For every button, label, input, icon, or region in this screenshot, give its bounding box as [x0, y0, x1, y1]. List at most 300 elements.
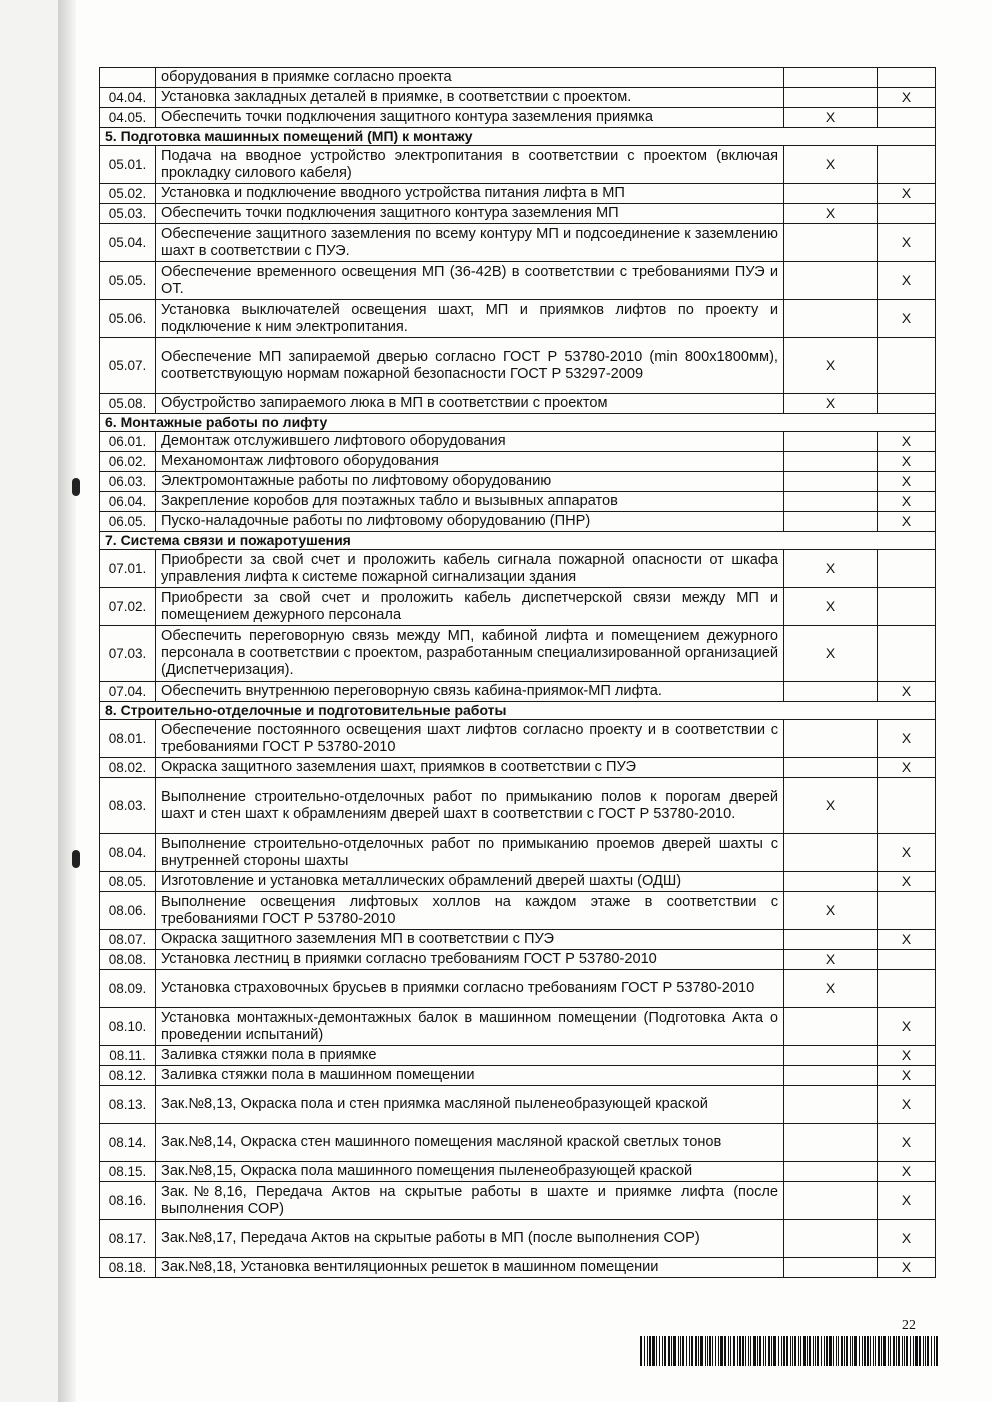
item-number: 05.01. [100, 146, 156, 184]
table-row [100, 1086, 936, 1124]
executor-mark [878, 108, 936, 128]
item-number: 08.02. [100, 758, 156, 778]
item-number: 05.03. [100, 204, 156, 224]
item-description: Зак.№8,14, Окраска стен машинного помещения масляной краской светлых тонов [156, 1124, 784, 1162]
contractor-mark [784, 452, 878, 472]
executor-mark: X [878, 720, 936, 758]
executor-mark: X [878, 834, 936, 872]
barcode-bar [649, 1336, 651, 1366]
table-row [100, 626, 936, 682]
item-number: 06.05. [100, 512, 156, 532]
table-row [100, 1124, 936, 1162]
barcode-bar [896, 1336, 897, 1366]
item-number: 08.14. [100, 1124, 156, 1162]
barcode-bar [709, 1336, 711, 1366]
table-row [100, 970, 936, 1008]
barcode-bar [925, 1336, 926, 1366]
barcode-bar [910, 1336, 911, 1366]
contractor-mark [784, 872, 878, 892]
barcode-bar [841, 1336, 843, 1366]
item-description: Выполнение строительно-отделочных работ по примыканию полов к порогам дверей шахт и стен шахт к обрамлениям дверей шахт в соответствии с ГОСТ Р 53780-2010. [156, 778, 784, 834]
item-description: Установка страховочных брусьев в приямки согласно требованиям ГОСТ Р 53780-2010 [156, 970, 784, 1008]
barcode-bar [763, 1336, 764, 1366]
executor-mark: X [878, 300, 936, 338]
executor-mark: X [878, 1124, 936, 1162]
barcode-bar [829, 1336, 832, 1366]
table-row [100, 682, 936, 702]
item-number: 05.02. [100, 184, 156, 204]
table-row [100, 338, 936, 394]
contractor-mark [784, 1046, 878, 1066]
item-description: Заливка стяжки пола в машинном помещении [156, 1066, 784, 1086]
barcode-bar [852, 1336, 853, 1366]
executor-mark: X [878, 432, 936, 452]
section-title: 7. Система связи и пожаротушения [100, 532, 936, 550]
barcode-bar [864, 1336, 866, 1366]
contractor-mark [784, 68, 878, 88]
table-row [100, 1066, 936, 1086]
executor-mark: X [878, 1220, 936, 1258]
barcode-bar [689, 1336, 690, 1366]
binding-fold [58, 0, 76, 1402]
item-number: 08.03. [100, 778, 156, 834]
contractor-mark [784, 300, 878, 338]
barcode-bar [668, 1336, 670, 1366]
table-row [100, 758, 936, 778]
table-row [100, 108, 936, 128]
barcode-bar [809, 1336, 811, 1366]
executor-mark [878, 970, 936, 1008]
item-description: Обеспечение МП запираемой дверью согласно ГОСТ Р 53780-2010 (min 800x1800мм), соответствующую нормам пожарной безопасности ГОСТ Р 53297-2009 [156, 338, 784, 394]
barcode-bar [844, 1336, 845, 1366]
item-description: Зак.№8,15, Окраска пола машинного помещения пыленеобразующей краской [156, 1162, 784, 1182]
executor-mark: X [878, 88, 936, 108]
barcode-bar [673, 1336, 676, 1366]
table-row [100, 146, 936, 184]
contractor-mark [784, 492, 878, 512]
table-row [100, 1008, 936, 1046]
item-number: 06.02. [100, 452, 156, 472]
item-number: 08.01. [100, 720, 156, 758]
table-row [100, 224, 936, 262]
item-description: Установка закладных деталей в приямке, в соответствии с проектом. [156, 88, 784, 108]
contractor-mark [784, 1162, 878, 1182]
barcode-bar [700, 1336, 703, 1366]
barcode-bar [748, 1336, 749, 1366]
item-number: 04.04. [100, 88, 156, 108]
item-description: Закрепление коробов для поэтажных табло и вызывных аппаратов [156, 492, 784, 512]
item-description: Выполнение освещения лифтовых холлов на каждом этаже в соответствии с требованиями ГОСТ Р 53780-2010 [156, 892, 784, 930]
executor-mark: X [878, 1066, 936, 1086]
item-number: 06.03. [100, 472, 156, 492]
punch-hole [72, 850, 80, 868]
barcode-bar [737, 1336, 738, 1366]
item-number: 08.11. [100, 1046, 156, 1066]
table-row [100, 1182, 936, 1220]
executor-mark: X [878, 452, 936, 472]
barcode-bar [919, 1336, 921, 1366]
barcode-bar [768, 1336, 770, 1366]
table-row [100, 892, 936, 930]
item-number: 07.01. [100, 550, 156, 588]
table-row [100, 184, 936, 204]
table-row [100, 550, 936, 588]
barcode-bar [881, 1336, 882, 1366]
executor-mark: X [878, 758, 936, 778]
barcode-bar [878, 1336, 880, 1366]
table-row [100, 778, 936, 834]
item-number: 07.04. [100, 682, 156, 702]
item-number: 05.05. [100, 262, 156, 300]
barcode-bar [888, 1336, 889, 1366]
executor-mark: X [878, 512, 936, 532]
table-row [100, 394, 936, 414]
barcode-bar [707, 1336, 708, 1366]
barcode-bar [753, 1336, 756, 1366]
item-description: Окраска защитного заземления МП в соответствии с ПУЭ [156, 930, 784, 950]
item-number: 08.05. [100, 872, 156, 892]
barcode-bar [833, 1336, 834, 1366]
item-description: Подача на вводное устройство электропитания в соответствии с проектом (включая прокладку силового кабеля) [156, 146, 784, 184]
punch-hole [72, 478, 80, 496]
contractor-mark [784, 1008, 878, 1046]
table-row [100, 432, 936, 452]
contractor-mark [784, 88, 878, 108]
contractor-mark [784, 1124, 878, 1162]
barcode-bar [873, 1336, 874, 1366]
item-description: Обеспечение временного освещения МП (36-42В) в соответствии с требованиями ПУЭ и ОТ. [156, 262, 784, 300]
barcode-bar [902, 1336, 903, 1366]
contractor-mark [784, 834, 878, 872]
barcode-bar [807, 1336, 808, 1366]
barcode-bar [682, 1336, 684, 1366]
barcode-bar [875, 1336, 876, 1366]
barcode-bar [846, 1336, 848, 1366]
item-description: Пуско-наладочные работы по лифтовому оборудованию (ПНР) [156, 512, 784, 532]
executor-mark: X [878, 262, 936, 300]
contractor-mark [784, 184, 878, 204]
executor-mark: X [878, 492, 936, 512]
table-row [100, 204, 936, 224]
item-description: Зак.№8,17, Передача Актов на скрытые работы в МП (после выполнения СОР) [156, 1220, 784, 1258]
table-row [100, 588, 936, 626]
barcode [640, 1336, 966, 1366]
item-number: 06.01. [100, 432, 156, 452]
item-description: Механомонтаж лифтового оборудования [156, 452, 784, 472]
table-row [100, 950, 936, 970]
barcode-bar [906, 1336, 908, 1366]
item-description: Заливка стяжки пола в приямке [156, 1046, 784, 1066]
executor-mark: X [878, 1046, 936, 1066]
barcode-bar [662, 1336, 663, 1366]
table-row [100, 262, 936, 300]
executor-mark: X [878, 184, 936, 204]
table-row [100, 720, 936, 758]
barcode-bar [728, 1336, 729, 1366]
item-number: 08.13. [100, 1086, 156, 1124]
section-header-row [100, 414, 936, 432]
item-number: 08.17. [100, 1220, 156, 1258]
table-row [100, 88, 936, 108]
item-description: Установка и подключение вводного устройства питания лифта в МП [156, 184, 784, 204]
barcode-bar [867, 1336, 869, 1366]
barcode-bar [862, 1336, 863, 1366]
contractor-mark: X [784, 778, 878, 834]
table-row [100, 68, 936, 88]
table-row [100, 300, 936, 338]
section-header-row [100, 532, 936, 550]
executor-mark [878, 146, 936, 184]
item-number: 07.02. [100, 588, 156, 626]
barcode-bar [781, 1336, 782, 1366]
barcode-bar [890, 1336, 891, 1366]
item-description: Приобрести за свой счет и проложить кабель диспетчерской связи между МП и помещением дежурного персонала [156, 588, 784, 626]
barcode-bar [757, 1336, 758, 1366]
barcode-bar [750, 1336, 751, 1366]
barcode-bar [927, 1336, 929, 1366]
barcode-bar [644, 1336, 645, 1366]
table-row [100, 492, 936, 512]
item-description: Обеспечить переговорную связь между МП, кабиной лифта и помещением дежурного персонала в соответствии с проектом, разработанным специализированной организацией (Диспетчеризация). [156, 626, 784, 682]
executor-mark [878, 394, 936, 414]
contractor-mark [784, 1182, 878, 1220]
barcode-bar [790, 1336, 791, 1366]
executor-mark: X [878, 1182, 936, 1220]
contractor-mark: X [784, 892, 878, 930]
contractor-mark [784, 1220, 878, 1258]
executor-mark: X [878, 224, 936, 262]
barcode-bar [730, 1336, 731, 1366]
barcode-bar [883, 1336, 886, 1366]
item-number: 08.16. [100, 1182, 156, 1220]
barcode-bar [686, 1336, 687, 1366]
barcode-bar [859, 1336, 860, 1366]
barcode-bar [647, 1336, 648, 1366]
executor-mark [878, 338, 936, 394]
table-row [100, 472, 936, 492]
item-description: Демонтаж отслужившего лифтового оборудования [156, 432, 784, 452]
item-description: Обустройство запираемого люка в МП в соответствии с проектом [156, 394, 784, 414]
barcode-bar [850, 1336, 851, 1366]
contractor-mark: X [784, 204, 878, 224]
item-description: оборудования в приямке согласно проекта [156, 68, 784, 88]
item-description: Установка выключателей освещения шахт, МП и приямков лифтов по проекту и подключение к ним электропитания. [156, 300, 784, 338]
barcode-bar [836, 1336, 837, 1366]
table-row [100, 452, 936, 472]
work-distribution-table [99, 67, 936, 1278]
barcode-bar [715, 1336, 716, 1366]
contractor-mark [784, 224, 878, 262]
barcode-bar [718, 1336, 719, 1366]
contractor-mark: X [784, 550, 878, 588]
barcode-bar [733, 1336, 735, 1366]
barcode-bar [870, 1336, 871, 1366]
table-row [100, 872, 936, 892]
barcode-bar [778, 1336, 779, 1366]
contractor-mark [784, 930, 878, 950]
contractor-mark [784, 1066, 878, 1086]
contractor-mark [784, 1258, 878, 1278]
section-title: 6. Монтажные работы по лифту [100, 414, 936, 432]
barcode-bar [792, 1336, 793, 1366]
item-number: 08.04. [100, 834, 156, 872]
contractor-mark [784, 512, 878, 532]
item-description: Обеспечение постоянного освещения шахт лифтов согласно проекту и в соответствии с требованиями ГОСТ Р 53780-2010 [156, 720, 784, 758]
item-number: 08.06. [100, 892, 156, 930]
section-title: 8. Строительно-отделочные и подготовительные работы [100, 702, 936, 720]
executor-mark [878, 626, 936, 682]
contractor-mark [784, 262, 878, 300]
contractor-mark: X [784, 394, 878, 414]
contractor-mark [784, 720, 878, 758]
barcode-bar [936, 1336, 938, 1366]
barcode-bar [786, 1336, 788, 1366]
contractor-mark [784, 1086, 878, 1124]
barcode-bar [931, 1336, 932, 1366]
barcode-bar [898, 1336, 900, 1366]
barcode-bar [720, 1336, 723, 1366]
barcode-bar [913, 1336, 914, 1366]
item-number: 08.15. [100, 1162, 156, 1182]
barcode-bar [824, 1336, 825, 1366]
barcode-bar [640, 1336, 642, 1366]
contractor-mark: X [784, 970, 878, 1008]
executor-mark: X [878, 930, 936, 950]
item-number [100, 68, 156, 88]
item-number: 05.04. [100, 224, 156, 262]
item-description: Выполнение строительно-отделочных работ по примыканию проемов дверей шахты с внутренней стороны шахты [156, 834, 784, 872]
barcode-bar [664, 1336, 666, 1366]
barcode-bar [904, 1336, 905, 1366]
table-row [100, 930, 936, 950]
barcode-bar [838, 1336, 839, 1366]
barcode-bar [800, 1336, 801, 1366]
barcode-bar [934, 1336, 935, 1366]
barcode-bar [659, 1336, 660, 1366]
barcode-bar [798, 1336, 799, 1366]
item-description: Зак.№8,18, Установка вентиляционных решеток в машинном помещении [156, 1258, 784, 1278]
item-number: 08.12. [100, 1066, 156, 1086]
executor-mark: X [878, 1086, 936, 1124]
executor-mark: X [878, 1162, 936, 1182]
barcode-bar [678, 1336, 679, 1366]
barcode-bar [794, 1336, 796, 1366]
executor-mark [878, 204, 936, 224]
item-description: Установка монтажных-демонтажных балок в машинном помещении (Подготовка Акта о проведении испытаний) [156, 1008, 784, 1046]
contractor-mark [784, 472, 878, 492]
table-row [100, 834, 936, 872]
table-row [100, 1220, 936, 1258]
section-title: 5. Подготовка машинных помещений (МП) к монтажу [100, 128, 936, 146]
barcode-bar [821, 1336, 822, 1366]
table-row [100, 1162, 936, 1182]
item-description: Обеспечить точки подключения защитного контура заземления МП [156, 204, 784, 224]
item-number: 05.08. [100, 394, 156, 414]
contractor-mark: X [784, 108, 878, 128]
executor-mark [878, 68, 936, 88]
barcode-bar [815, 1336, 816, 1366]
item-number: 08.09. [100, 970, 156, 1008]
contractor-mark: X [784, 588, 878, 626]
executor-mark: X [878, 1008, 936, 1046]
section-header-row [100, 128, 936, 146]
executor-mark [878, 550, 936, 588]
barcode-bar [826, 1336, 828, 1366]
barcode-bar [695, 1336, 697, 1366]
item-number: 08.07. [100, 930, 156, 950]
item-number: 08.08. [100, 950, 156, 970]
barcode-bar [656, 1336, 657, 1366]
executor-mark: X [878, 682, 936, 702]
item-description: Электромонтажные работы по лифтовому оборудованию [156, 472, 784, 492]
barcode-bar [680, 1336, 681, 1366]
item-description: Установка лестниц в приямки согласно требованиям ГОСТ Р 53780-2010 [156, 950, 784, 970]
barcode-bar [705, 1336, 706, 1366]
contractor-mark [784, 432, 878, 452]
barcode-bar [712, 1336, 713, 1366]
executor-mark [878, 778, 936, 834]
item-description: Зак.№8,13, Окраска пола и стен приямка масляной пыленеобразующей краской [156, 1086, 784, 1124]
barcode-bar [652, 1336, 655, 1366]
item-description: Обеспечение защитного заземления по всему контуру МП и подсоединение к заземлению шахт в соответствии с ПУЭ. [156, 224, 784, 262]
executor-mark: X [878, 872, 936, 892]
barcode-bar [765, 1336, 766, 1366]
contractor-mark: X [784, 146, 878, 184]
item-number: 04.05. [100, 108, 156, 128]
barcode-bar [698, 1336, 699, 1366]
barcode-bar [691, 1336, 693, 1366]
item-description: Окраска защитного заземления шахт, приямков в соответствии с ПУЭ [156, 758, 784, 778]
executor-mark [878, 950, 936, 970]
item-description: Приобрести за свой счет и проложить кабель сигнала пожарной опасности от шкафа управления лифта к системе пожарной сигнализации здания [156, 550, 784, 588]
barcode-bar [771, 1336, 772, 1366]
table-row [100, 512, 936, 532]
barcode-bar [742, 1336, 744, 1366]
item-number: 08.18. [100, 1258, 156, 1278]
barcode-bar [671, 1336, 672, 1366]
table-row [100, 1046, 936, 1066]
item-number: 07.03. [100, 626, 156, 682]
contractor-mark: X [784, 950, 878, 970]
barcode-bar [813, 1336, 814, 1366]
barcode-bar [923, 1336, 924, 1366]
item-number: 08.10. [100, 1008, 156, 1046]
barcode-bar [724, 1336, 726, 1366]
executor-mark: X [878, 1258, 936, 1278]
barcode-bar [745, 1336, 746, 1366]
item-number: 05.06. [100, 300, 156, 338]
contractor-mark: X [784, 338, 878, 394]
item-number: 06.04. [100, 492, 156, 512]
executor-mark [878, 588, 936, 626]
executor-mark [878, 892, 936, 930]
table-body [100, 68, 936, 1278]
barcode-bar [773, 1336, 776, 1366]
barcode-bar [783, 1336, 785, 1366]
contractor-mark [784, 758, 878, 778]
page-number: 22 [902, 1318, 916, 1333]
barcode-bar [803, 1336, 806, 1366]
item-number: 05.07. [100, 338, 156, 394]
item-description: Обеспечить точки подключения защитного контура заземления приямка [156, 108, 784, 128]
barcode-bar [759, 1336, 761, 1366]
barcode-bar [739, 1336, 741, 1366]
item-description: Зак.№8,16, Передача Актов на скрытые работы в шахте и приямке лифта (после выполнения СОР) [156, 1182, 784, 1220]
item-description: Обеспечить внутреннюю переговорную связь кабина-приямок-МП лифта. [156, 682, 784, 702]
barcode-bar [854, 1336, 857, 1366]
table-row [100, 1258, 936, 1278]
barcode-bar [817, 1336, 819, 1366]
